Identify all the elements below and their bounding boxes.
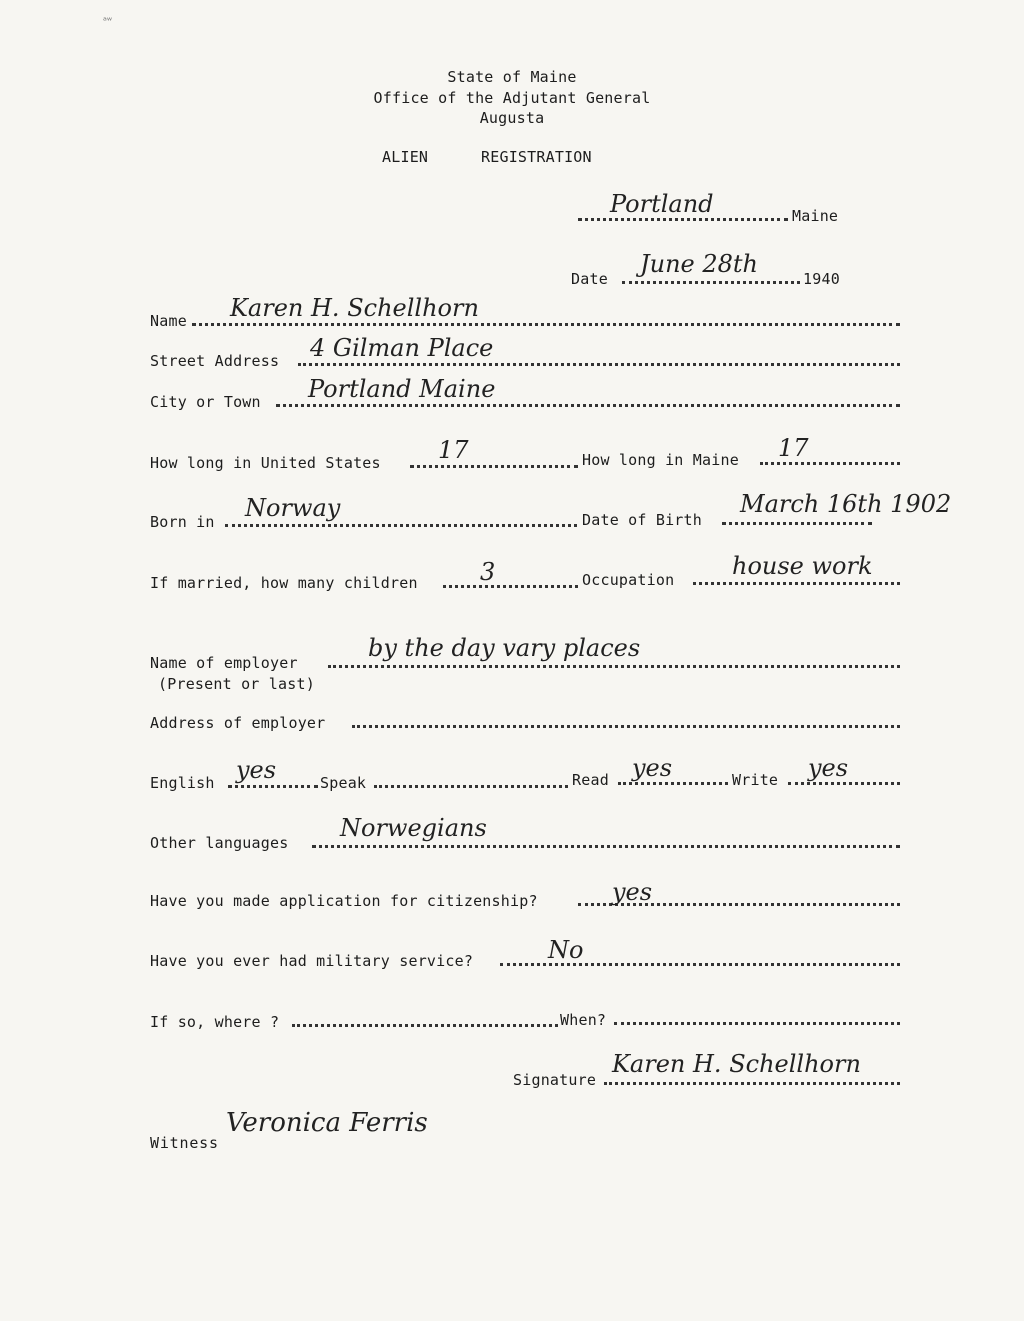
date-value: June 28th bbox=[640, 250, 759, 278]
name-value: Karen H. Schellhorn bbox=[230, 294, 479, 322]
occupation-dots bbox=[693, 582, 900, 585]
witness-label: Witness bbox=[150, 1134, 219, 1152]
speak-dots bbox=[374, 785, 568, 788]
header-city: Augusta bbox=[479, 109, 545, 127]
place-value: Portland bbox=[610, 190, 714, 218]
street-value: 4 Gilman Place bbox=[310, 334, 494, 362]
place-suffix: Maine bbox=[792, 207, 839, 225]
write-label: Write bbox=[732, 771, 779, 789]
occupation-label: Occupation bbox=[582, 571, 675, 589]
born-value: Norway bbox=[245, 494, 341, 522]
occupation-value: house work bbox=[732, 552, 873, 580]
where-dots bbox=[292, 1024, 558, 1027]
children-label: If married, how many children bbox=[150, 574, 418, 592]
read-value: yes bbox=[632, 754, 673, 782]
read-dots bbox=[618, 782, 728, 785]
us-length-dots bbox=[410, 465, 578, 468]
employer-address-dots bbox=[352, 725, 900, 728]
city-value: Portland Maine bbox=[308, 375, 496, 403]
dob-label: Date of Birth bbox=[582, 511, 702, 529]
citizenship-label: Have you made application for citizenship? bbox=[150, 892, 538, 910]
other-languages-dots bbox=[312, 845, 900, 848]
english-value: yes bbox=[236, 756, 277, 784]
where-label: If so, where ? bbox=[150, 1013, 280, 1031]
date-label: Date bbox=[571, 270, 608, 288]
signature-value: Karen H. Schellhorn bbox=[612, 1050, 861, 1078]
english-label: English bbox=[150, 774, 215, 792]
name-label: Name bbox=[150, 312, 187, 330]
title-alien: ALIEN bbox=[382, 148, 429, 166]
maine-length-value: 17 bbox=[778, 434, 809, 462]
street-dots bbox=[298, 363, 900, 366]
name-dots bbox=[192, 323, 900, 326]
header-state: State of Maine bbox=[447, 68, 577, 86]
dob-value: March 16th 1902 bbox=[740, 490, 952, 518]
employer-value: by the day vary places bbox=[368, 634, 641, 662]
read-label: Read bbox=[572, 771, 609, 789]
write-dots bbox=[788, 782, 900, 785]
when-label: When? bbox=[560, 1011, 607, 1029]
write-value: yes bbox=[808, 754, 849, 782]
english-dots bbox=[228, 785, 318, 788]
us-length-label: How long in United States bbox=[150, 454, 381, 472]
other-languages-label: Other languages bbox=[150, 834, 289, 852]
dob-dots bbox=[722, 522, 872, 525]
city-dots bbox=[276, 404, 900, 407]
city-label: City or Town bbox=[150, 393, 261, 411]
signature-dots bbox=[604, 1082, 900, 1085]
title-registration: REGISTRATION bbox=[481, 148, 592, 166]
military-label: Have you ever had military service? bbox=[150, 952, 474, 970]
when-dots bbox=[614, 1022, 900, 1025]
employer-sublabel: (Present or last) bbox=[158, 675, 315, 693]
born-dots bbox=[225, 524, 577, 527]
date-dots bbox=[622, 281, 800, 284]
born-label: Born in bbox=[150, 513, 215, 531]
employer-address-label: Address of employer bbox=[150, 714, 326, 732]
maine-length-label: How long in Maine bbox=[582, 451, 739, 469]
children-dots bbox=[443, 585, 578, 588]
employer-dots bbox=[328, 665, 900, 668]
date-year: 1940 bbox=[803, 270, 840, 288]
speak-label: Speak bbox=[320, 774, 367, 792]
scan-mark: ᵃʷ bbox=[103, 16, 113, 27]
street-label: Street Address bbox=[150, 352, 280, 370]
header-office: Office of the Adjutant General bbox=[373, 89, 651, 107]
place-dots bbox=[578, 218, 788, 221]
children-value: 3 bbox=[480, 558, 496, 586]
us-length-value: 17 bbox=[438, 436, 469, 464]
maine-length-dots bbox=[760, 462, 900, 465]
signature-label: Signature bbox=[513, 1071, 597, 1089]
military-value: No bbox=[548, 936, 584, 964]
citizenship-value: yes bbox=[612, 878, 653, 906]
employer-label: Name of employer bbox=[150, 654, 298, 672]
other-languages-value: Norwegians bbox=[340, 814, 487, 842]
witness-value: Veronica Ferris bbox=[226, 1108, 428, 1138]
